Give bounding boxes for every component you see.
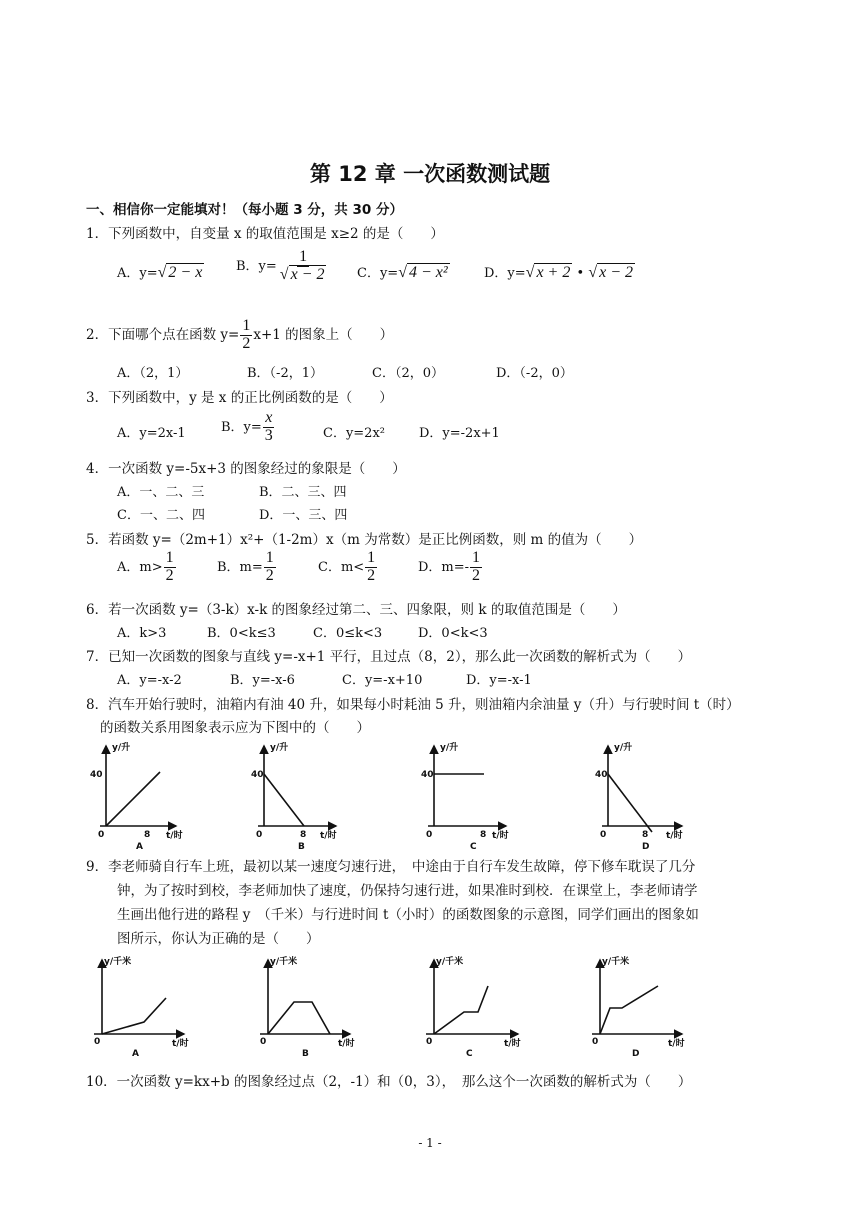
question-4-option-a: A．一、二、三 [117,485,205,500]
graph-c-ylabel: y/千米 [436,957,464,967]
fraction [365,550,377,585]
numerator: 1 [165,549,174,566]
question-5-option-d [418,550,483,585]
denominator: 2 [265,566,274,584]
denominator: 2 [242,334,251,352]
question-5-stem: 5．若函数 y=（2m+1）x²+（1-2m）x（m 为常数）是正比例函数，则 m 的值为（ ） [86,532,643,548]
question-7-option-d: D．y=-x-1 [466,673,532,688]
fraction [263,410,275,445]
option-d-label: D．y= [484,266,526,281]
radicand: x + 2 [536,264,571,281]
graph-d-ylabel: y/升 [614,743,633,753]
question-1-option-d [484,262,635,282]
graph-b-ylabel: y/千米 [270,957,298,967]
question-9-stem-line-1: 9．李老师骑自行车上班，最初以某一速度匀速行进， 中途由于自行车发生故障，停下修车耽误了几分 [86,859,696,875]
question-3-stem: 3．下列函数中，y 是 x 的正比例函数的是（ ） [86,390,393,406]
numerator: 1 [242,317,251,334]
graph-c-origin: 0 [426,1037,433,1047]
question-9-stem-line-4: 图所示，你认为正确的是（ ） [117,931,320,947]
page-number: - 1 - [418,1136,442,1150]
graph-d-label: D [632,1049,640,1059]
question-5-option-b [217,550,277,585]
question-6-option-d: D．0<k<3 [418,626,488,641]
radicand: 2 − x [168,264,203,281]
option-c-label: C．y= [357,266,399,281]
sqrt-expression: √ x − 2 [588,264,633,281]
stem-text: x+1 的图象上（ ） [253,326,394,343]
option-d-label: D．m=- [418,559,470,575]
numerator: 1 [299,248,308,265]
denominator: 2 [367,566,376,584]
numerator: x [265,409,273,426]
fraction [470,550,482,585]
graph-b-origin: 0 [260,1037,267,1047]
numerator: 1 [265,549,274,566]
fraction [278,249,329,284]
option-b-label: B．y= [236,258,277,274]
question-4-stem: 4．一次函数 y=-5x+3 的图象经过的象限是（ ） [86,461,406,477]
radicand: x − 2 [290,265,325,283]
denominator: 2 [472,566,481,584]
question-9-graphs [80,952,720,1064]
graph-c-origin: 0 [426,830,433,840]
sqrt-expression: √ 4 − x² [398,264,448,281]
graph-a-xlabel: t/时 [172,1039,189,1049]
fraction [240,318,252,353]
graph-c-label: C [470,842,477,850]
numerator: 1 [367,549,376,566]
question-1-option-b [236,249,329,284]
graph-d-label: D [642,842,650,850]
numerator: 1 [472,549,481,566]
question-3-option-d: D．y=-2x+1 [419,426,500,441]
graph-b-xlabel: t/时 [320,831,337,841]
option-a-label: A．m> [117,559,163,575]
denominator: 3 [264,426,273,444]
graph-d-xlabel: t/时 [666,831,683,841]
option-c-label: C．m< [318,559,365,575]
denominator: √ x − 2 [279,265,325,283]
question-6-option-c: C．0≤k<3 [313,626,383,641]
question-2-stem [86,318,393,353]
graph-b-ytick: 40 [251,770,264,780]
question-3-option-a: A．y=2x-1 [117,426,186,441]
graph-a-label: A [132,1049,139,1059]
multiply-dot: • [576,266,585,281]
graph-c-ylabel: y/升 [440,743,459,753]
graph-d-ylabel: y/千米 [602,957,630,967]
graph-a-xlabel: t/时 [166,831,183,841]
option-b-label: B．m= [217,559,263,575]
question-7-stem: 7．已知一次函数的图象与直线 y=-x+1 平行，且过点（8，2），那么此一次函数的解析式为（ ） [86,649,692,665]
question-3-option-c: C．y=2x² [323,426,385,441]
graph-c-xlabel: t/时 [492,831,509,841]
graph-d-ytick: 40 [595,770,608,780]
question-7-option-c: C．y=-x+10 [342,673,423,688]
question-8-graphs [80,738,700,850]
fraction [264,550,276,585]
denominator: 2 [165,566,174,584]
question-2-option-b: B．（-2，1） [247,366,323,381]
graph-b-ylabel: y/升 [270,743,289,753]
fraction [164,550,176,585]
graph-b-xlabel: t/时 [338,1039,355,1049]
sqrt-expression: √ 2 − x [157,264,203,281]
question-2-option-a: A．（2，1） [117,366,189,381]
question-6-option-a: A．k>3 [117,626,167,641]
question-3-option-b [221,410,276,445]
question-6-option-b: B．0<k≤3 [207,626,276,641]
graph-b-label: B [298,842,305,850]
stem-text: 2．下面哪个点在函数 y= [86,326,240,343]
graph-b-label: B [302,1049,309,1059]
page-title: 第 12 章 一次函数测试题 [309,162,551,186]
graph-a-origin: 0 [94,1037,101,1047]
graph-d-xtick: 8 [642,830,649,840]
question-1-option-c [357,262,450,282]
radicand: 4 − x² [408,264,448,281]
graph-a-label: A [136,842,143,850]
graph-c-xtick: 8 [480,830,487,840]
question-5-option-c [318,550,378,585]
graph-a-ylabel: y/升 [112,743,131,753]
question-9-stem-line-3: 生画出他行进的路程 y （千米）与行进时间 t（小时）的函数图象的示意图，同学们画出的图象如 [117,907,699,923]
question-1-option-a [117,262,204,282]
section-heading: 一、相信你一定能填对！（每小题 3 分，共 30 分） [86,202,403,218]
question-10-stem: 10．一次函数 y=kx+b 的图象经过点（2，-1）和（0，3）， 那么这个一次函数的解析式为（ ） [86,1074,692,1090]
question-2-option-d: D．（-2，0） [496,366,573,381]
question-4-option-c: C．一、二、四 [117,508,205,523]
question-7-option-a: A．y=-x-2 [117,673,182,688]
graph-c-ytick: 40 [421,770,434,780]
graph-a-ylabel: y/千米 [104,957,132,967]
question-4-option-b: B．二、三、四 [259,485,347,500]
graph-a-origin: 0 [98,830,105,840]
graph-d-origin: 0 [600,830,607,840]
graph-c-label: C [466,1049,473,1059]
graph-b-origin: 0 [256,830,263,840]
question-8-stem-line-2: 的函数关系用图象表示应为下图中的（ ） [100,720,370,736]
question-9-stem-line-2: 钟，为了按时到校，李老师加快了速度，仍保持匀速行进，如果准时到校．在课堂上，李老师请学 [117,883,698,899]
question-4-option-d: D．一、三、四 [259,508,348,523]
option-b-label: B．y= [221,419,262,435]
question-7-option-b: B．y=-x-6 [230,673,295,688]
graph-d-origin: 0 [592,1037,599,1047]
option-a-label: A．y= [117,266,158,281]
graph-a-xtick: 8 [144,830,151,840]
question-1-stem: 1．下列函数中，自变量 x 的取值范围是 x≥2 的是（ ） [86,226,444,242]
radicand: x − 2 [599,264,633,281]
question-8-stem-line-1: 8．汽车开始行驶时，油箱内有油 40 升，如果每小时耗油 5 升，则油箱内余油量 y（升）与行驶时间 t（时） [86,697,740,713]
question-2-option-c: C．（2，0） [372,366,444,381]
sqrt-expression: √ x + 2 [525,264,571,281]
question-6-stem: 6．若一次函数 y=（3-k）x-k 的图象经过第二、三、四象限，则 k 的取值范围是（ ） [86,602,626,618]
question-5-option-a [117,550,177,585]
graph-b-xtick: 8 [300,830,307,840]
graph-d-xlabel: t/时 [668,1039,685,1049]
graph-a-ytick: 40 [90,770,103,780]
graph-c-xlabel: t/时 [504,1039,521,1049]
